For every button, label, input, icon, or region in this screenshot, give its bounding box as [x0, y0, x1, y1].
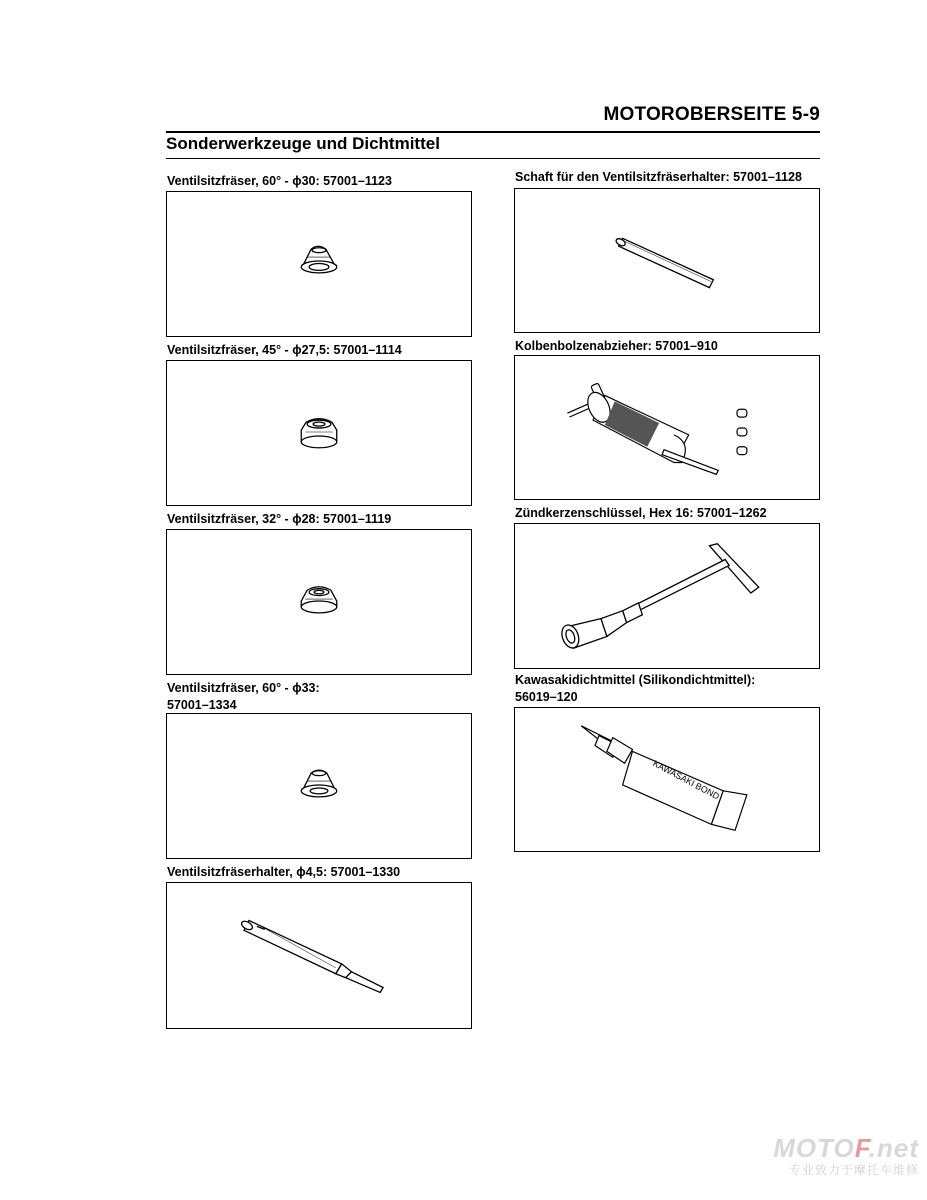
- tool-figure-6: [514, 188, 820, 333]
- page-header-title: MOTOROBERSEITE 5-9: [603, 104, 820, 125]
- watermark-logo-main: MOTO: [773, 1133, 855, 1163]
- valve-seat-cutter-icon: [167, 714, 471, 858]
- tool-figure-5: [166, 882, 472, 1029]
- tool-caption-6: Schaft für den Ventilsitzfräserhalter: 57001–1128: [515, 170, 802, 184]
- tool-caption-8: Zündkerzenschlüssel, Hex 16: 57001–1262: [515, 506, 767, 520]
- sealant-tube-icon: [515, 708, 819, 851]
- header-rule: [166, 131, 820, 133]
- tool-figure-3: [166, 529, 472, 675]
- watermark-logo-suffix: .net: [868, 1133, 919, 1163]
- piston-pin-puller-icon: [515, 356, 819, 499]
- cutter-holder-icon: [167, 883, 471, 1028]
- tool-caption-9-line2: 56019–120: [515, 690, 578, 704]
- valve-seat-cutter-icon: [167, 530, 471, 674]
- valve-seat-cutter-icon: [167, 361, 471, 505]
- section-title: Sonderwerkzeuge und Dichtmittel: [166, 134, 440, 153]
- holder-bar-icon: [515, 189, 819, 332]
- valve-seat-cutter-icon: [167, 192, 471, 336]
- tool-caption-5: Ventilsitzfräserhalter, ϕ4,5: 57001–1330: [167, 865, 401, 879]
- tool-caption-7: Kolbenbolzenabzieher: 57001–910: [515, 339, 718, 353]
- tool-caption-3: Ventilsitzfräser, 32° - ϕ28: 57001–1119: [167, 512, 392, 526]
- tube-label: KAWASAKI BOND: [651, 758, 722, 802]
- watermark-logo-accent: F: [854, 1133, 869, 1163]
- tool-figure-2: [166, 360, 472, 506]
- tool-caption-4-line1: Ventilsitzfräser, 60° - ϕ33:: [167, 681, 320, 695]
- tool-figure-9: [514, 707, 820, 852]
- tool-caption-4-line2: 57001–1334: [167, 698, 237, 712]
- watermark-subtitle: 专业致力于摩托车维修: [788, 1163, 919, 1177]
- watermark: [773, 1135, 919, 1178]
- tool-caption-1: Ventilsitzfräser, 60° - ϕ30: 57001–1123: [167, 174, 392, 188]
- watermark-logo: [773, 1135, 919, 1161]
- tool-figure-4: [166, 713, 472, 859]
- tool-caption-9-line1: Kawasakidichtmittel (Silikondichtmittel):: [515, 673, 756, 687]
- spark-plug-wrench-icon: [515, 524, 819, 668]
- tool-figure-8: [514, 523, 820, 669]
- tool-caption-4: [167, 680, 320, 714]
- tool-caption-9: [515, 672, 755, 706]
- section-rule: [166, 158, 820, 159]
- tool-caption-2: Ventilsitzfräser, 45° - ϕ27,5: 57001–1114: [167, 343, 402, 357]
- tool-figure-1: [166, 191, 472, 337]
- tool-figure-7: [514, 355, 820, 500]
